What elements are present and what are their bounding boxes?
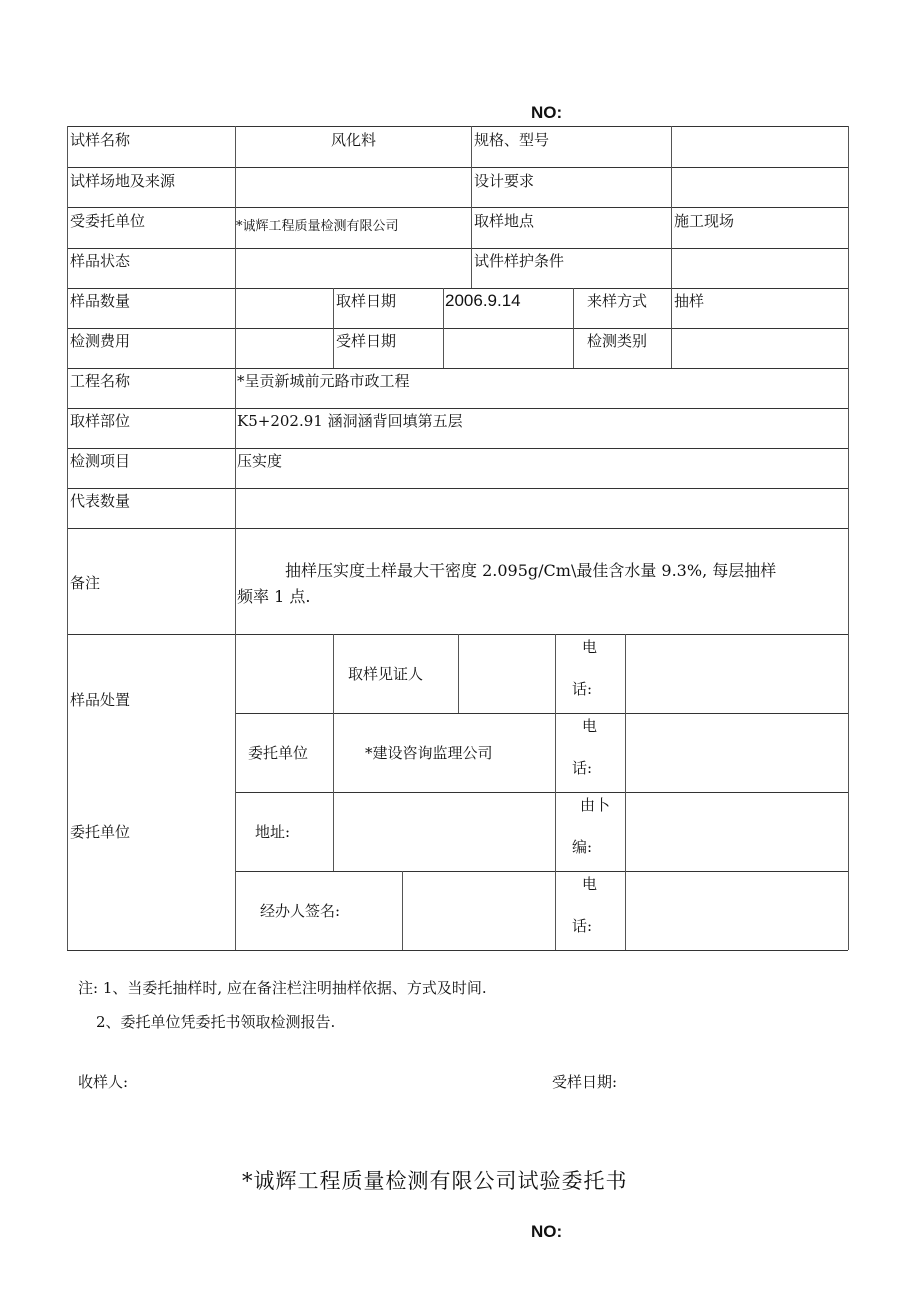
table-rule	[67, 488, 848, 489]
remarks-line-2[interactable]: 频率 1 点.	[237, 587, 311, 606]
entrusted-unit-value[interactable]: *诚辉工程质量检测有限公司	[236, 219, 399, 234]
table-rule	[235, 713, 848, 714]
phone-label-top: 电	[582, 638, 598, 656]
witness-label: 取样见证人	[348, 665, 424, 683]
phone-label-bottom: 话:	[572, 759, 593, 777]
handler-signature-label: 经办人签名:	[260, 902, 341, 920]
table-rule	[555, 634, 556, 950]
note-2: 2、委托单位凭委托书领取检测报告.	[96, 1013, 336, 1031]
table-rule	[67, 448, 848, 449]
remarks-line-1[interactable]: 抽样压实度土样最大干密度 2.095g/Cm\最佳含水量 9.3%, 每层抽样	[285, 561, 777, 580]
postcode-label-top: 由卜	[580, 796, 611, 814]
project-name-value[interactable]: *呈贡新城前元路市政工程	[237, 372, 410, 390]
remarks-label: 备注	[70, 574, 101, 592]
receiver-label: 收样人:	[78, 1073, 129, 1091]
table-rule	[67, 126, 68, 950]
table-rule	[333, 634, 334, 871]
phone-label-top: 电	[582, 717, 598, 735]
receive-date-label: 受样日期	[336, 332, 397, 350]
table-rule	[67, 167, 848, 168]
postcode-label-bottom: 编:	[572, 838, 593, 856]
sampling-part-label: 取样部位	[70, 412, 131, 430]
table-rule	[848, 126, 849, 950]
spec-label: 规格、型号	[474, 131, 550, 149]
entrusted-unit-label: 受委托单位	[70, 212, 146, 230]
table-rule	[235, 126, 236, 950]
next-page-number-label: NO:	[531, 1222, 563, 1241]
client-value[interactable]: *建设咨询监理公司	[365, 744, 493, 762]
sampling-method-label: 来样方式	[587, 292, 648, 310]
table-rule	[471, 126, 472, 288]
client-section-label: 委托单位	[70, 823, 131, 841]
next-page-title: *诚辉工程质量检测有限公司试验委托书	[242, 1169, 628, 1193]
client-label: 委托单位	[248, 744, 309, 762]
representative-qty-label: 代表数量	[70, 492, 131, 510]
table-rule	[671, 126, 672, 368]
sampling-method-value[interactable]: 抽样	[674, 292, 705, 310]
address-label: 地址:	[255, 823, 291, 841]
sampling-date-value[interactable]: 2006.9.14	[445, 291, 521, 310]
table-rule	[67, 126, 848, 127]
table-rule	[67, 328, 848, 329]
table-rule	[67, 207, 848, 208]
note-1: 注: 1、当委托抽样时, 应在备注栏注明抽样依据、方式及时间.	[78, 979, 487, 997]
curing-condition-label: 试件样护条件	[474, 252, 565, 270]
table-rule	[402, 871, 403, 950]
table-rule	[573, 288, 574, 368]
fee-label: 检测费用	[70, 332, 131, 350]
sampling-part-value[interactable]: K5+202.91 涵洞涵背回填第五层	[237, 412, 463, 430]
phone-label-bottom: 话:	[572, 917, 593, 935]
table-rule	[67, 528, 848, 529]
disposal-label: 样品处置	[70, 691, 131, 709]
table-rule	[67, 408, 848, 409]
table-rule	[235, 792, 848, 793]
test-item-value[interactable]: 压实度	[237, 452, 283, 470]
table-rule	[67, 368, 848, 369]
project-name-label: 工程名称	[70, 372, 131, 390]
table-rule	[67, 248, 848, 249]
sample-name-value[interactable]: 风化料	[330, 131, 376, 149]
table-rule	[67, 950, 848, 951]
quantity-label: 样品数量	[70, 292, 131, 310]
sampling-date-label: 取样日期	[336, 292, 397, 310]
footer-receive-date-label: 受样日期:	[552, 1073, 618, 1091]
table-rule	[458, 634, 459, 713]
sample-state-label: 样品状态	[70, 252, 131, 270]
design-requirement-label: 设计要求	[474, 172, 535, 190]
form-number-label: NO:	[531, 103, 563, 122]
sample-name-label: 试样名称	[70, 131, 131, 149]
sampling-place-value[interactable]: 施工现场	[674, 212, 735, 230]
test-item-label: 检测项目	[70, 452, 131, 470]
source-label: 试样场地及来源	[70, 172, 176, 190]
test-category-label: 检测类别	[587, 332, 648, 350]
table-rule	[443, 288, 444, 368]
table-rule	[235, 871, 848, 872]
table-rule	[625, 634, 626, 950]
phone-label-top: 电	[582, 875, 598, 893]
table-rule	[333, 288, 334, 368]
sampling-place-label: 取样地点	[474, 212, 535, 230]
phone-label-bottom: 话:	[572, 680, 593, 698]
table-rule	[67, 288, 848, 289]
